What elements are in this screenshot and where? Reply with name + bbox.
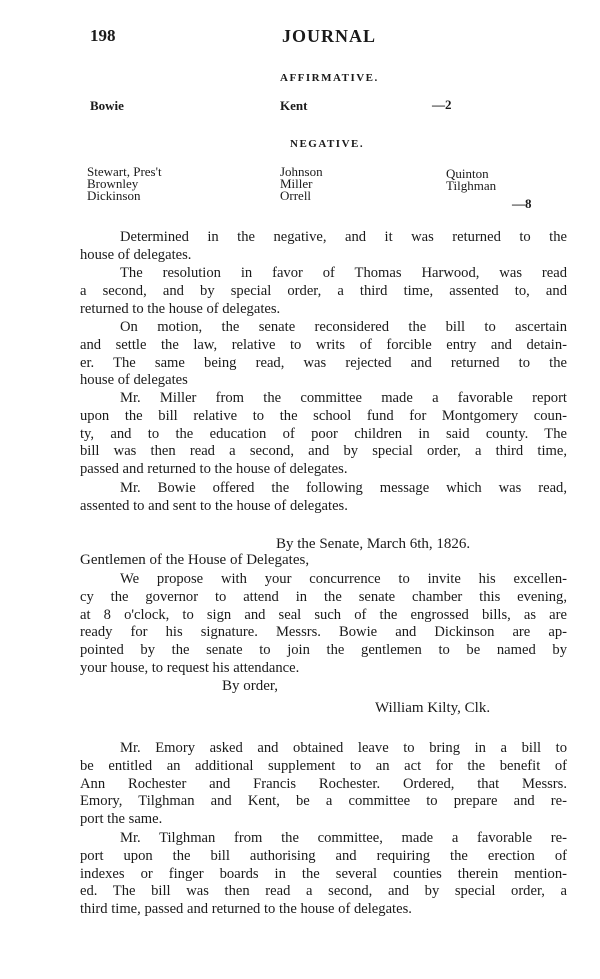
paragraph-line: indexes or finger boards in the several counties therein mention- <box>80 865 567 882</box>
negative-name: Miller <box>280 176 313 191</box>
message-line: pointed by the senate to join the gentlemen to be named by <box>80 642 567 659</box>
message-closing: By order, <box>222 678 279 694</box>
paragraph-line: and settle the law, relative to writs of forcible entry and detain- <box>80 336 567 353</box>
negative-name: Quinton <box>446 166 489 181</box>
paragraph-line: a second, and by special order, a third time, assented to, and <box>80 282 567 299</box>
affirmative-name: Kent <box>280 98 308 113</box>
paragraph-line: er. The same being read, was rejected and returned to the <box>80 354 567 371</box>
message-line: your house, to request his attendance. <box>80 660 300 676</box>
paragraph-line: ty, and to the education of poor children in said county. The <box>80 425 567 442</box>
negative-name: Dickinson <box>87 188 141 203</box>
paragraph-line: bill was then read a second, and by special order, a third time, <box>80 443 567 460</box>
paragraph-line: Mr. Miller from the committee made a favorable report <box>120 390 567 406</box>
message-line: at 8 o'clock, to sign and seal such of the engrossed bills, as are <box>80 606 567 623</box>
page-title: JOURNAL <box>282 26 377 46</box>
paragraph-line: port the same. <box>80 811 163 828</box>
negative-column-3 <box>446 168 496 192</box>
paragraph-line: house of delegates <box>80 372 188 389</box>
paragraph-line: assented to and sent to the house of delegates. <box>80 497 348 514</box>
affirmative-total: —2 <box>432 97 452 112</box>
paragraph-line: returned to the house of delegates. <box>80 300 281 317</box>
paragraph-line: be entitled an additional supplement to an act for the benefit of <box>80 757 567 774</box>
paragraph-line: Emory, Tilghman and Kent, be a committee to prepare and re- <box>80 793 567 810</box>
negative-name: Brownley <box>87 176 139 191</box>
paragraph-line: Mr. Bowie offered the following message which was read, <box>120 480 567 496</box>
message-line: We propose with your concurrence to invite his excellen- <box>120 571 567 587</box>
negative-total: —8 <box>512 196 532 211</box>
page-number: 198 <box>90 26 116 45</box>
negative-heading: NEGATIVE. <box>290 138 365 150</box>
message-signature: William Kilty, Clk. <box>375 700 491 716</box>
affirmative-heading: AFFIRMATIVE. <box>280 72 379 84</box>
paragraph-line: Mr. Tilghman from the committee, made a favorable re- <box>120 830 567 846</box>
paragraph-line: Ann Rochester and Francis Rochester. Ordered, that Messrs. <box>80 775 567 792</box>
paragraph-line: third time, passed and returned to the house of delegates. <box>80 901 412 918</box>
message-salutation: Gentlemen of the House of Delegates, <box>80 552 310 568</box>
negative-name: Stewart, Pres't <box>87 164 162 179</box>
negative-name: Orrell <box>280 188 312 203</box>
negative-column-2 <box>280 166 323 202</box>
negative-name: Johnson <box>280 164 323 179</box>
paragraph-line: ed. The bill was then read a second, and by special order, a <box>80 883 567 900</box>
paragraph-line: On motion, the senate reconsidered the bill to ascertain <box>120 319 567 335</box>
affirmative-name: Bowie <box>90 98 124 113</box>
negative-column-1 <box>87 166 162 202</box>
message-line: ready for his signature. Messrs. Bowie and Dickinson are ap- <box>80 624 567 641</box>
paragraph-line: The resolution in favor of Thomas Harwood, was read <box>120 265 567 281</box>
paragraph-line: upon the bill relative to the school fund for Montgomery coun- <box>80 407 567 424</box>
paragraph-line: house of delegates. <box>80 246 192 263</box>
paragraph-line: Mr. Emory asked and obtained leave to bring in a bill to <box>120 740 567 756</box>
message-line: cy the governor to attend in the senate chamber this evening, <box>80 588 567 605</box>
paragraph-line: Determined in the negative, and it was returned to the <box>120 229 567 245</box>
paragraph-line: port upon the bill authorising and requiring the erection of <box>80 847 567 864</box>
message-dateline: By the Senate, March 6th, 1826. <box>276 536 471 552</box>
paragraph-line: passed and returned to the house of delegates. <box>80 461 348 478</box>
negative-name: Tilghman <box>446 178 497 193</box>
